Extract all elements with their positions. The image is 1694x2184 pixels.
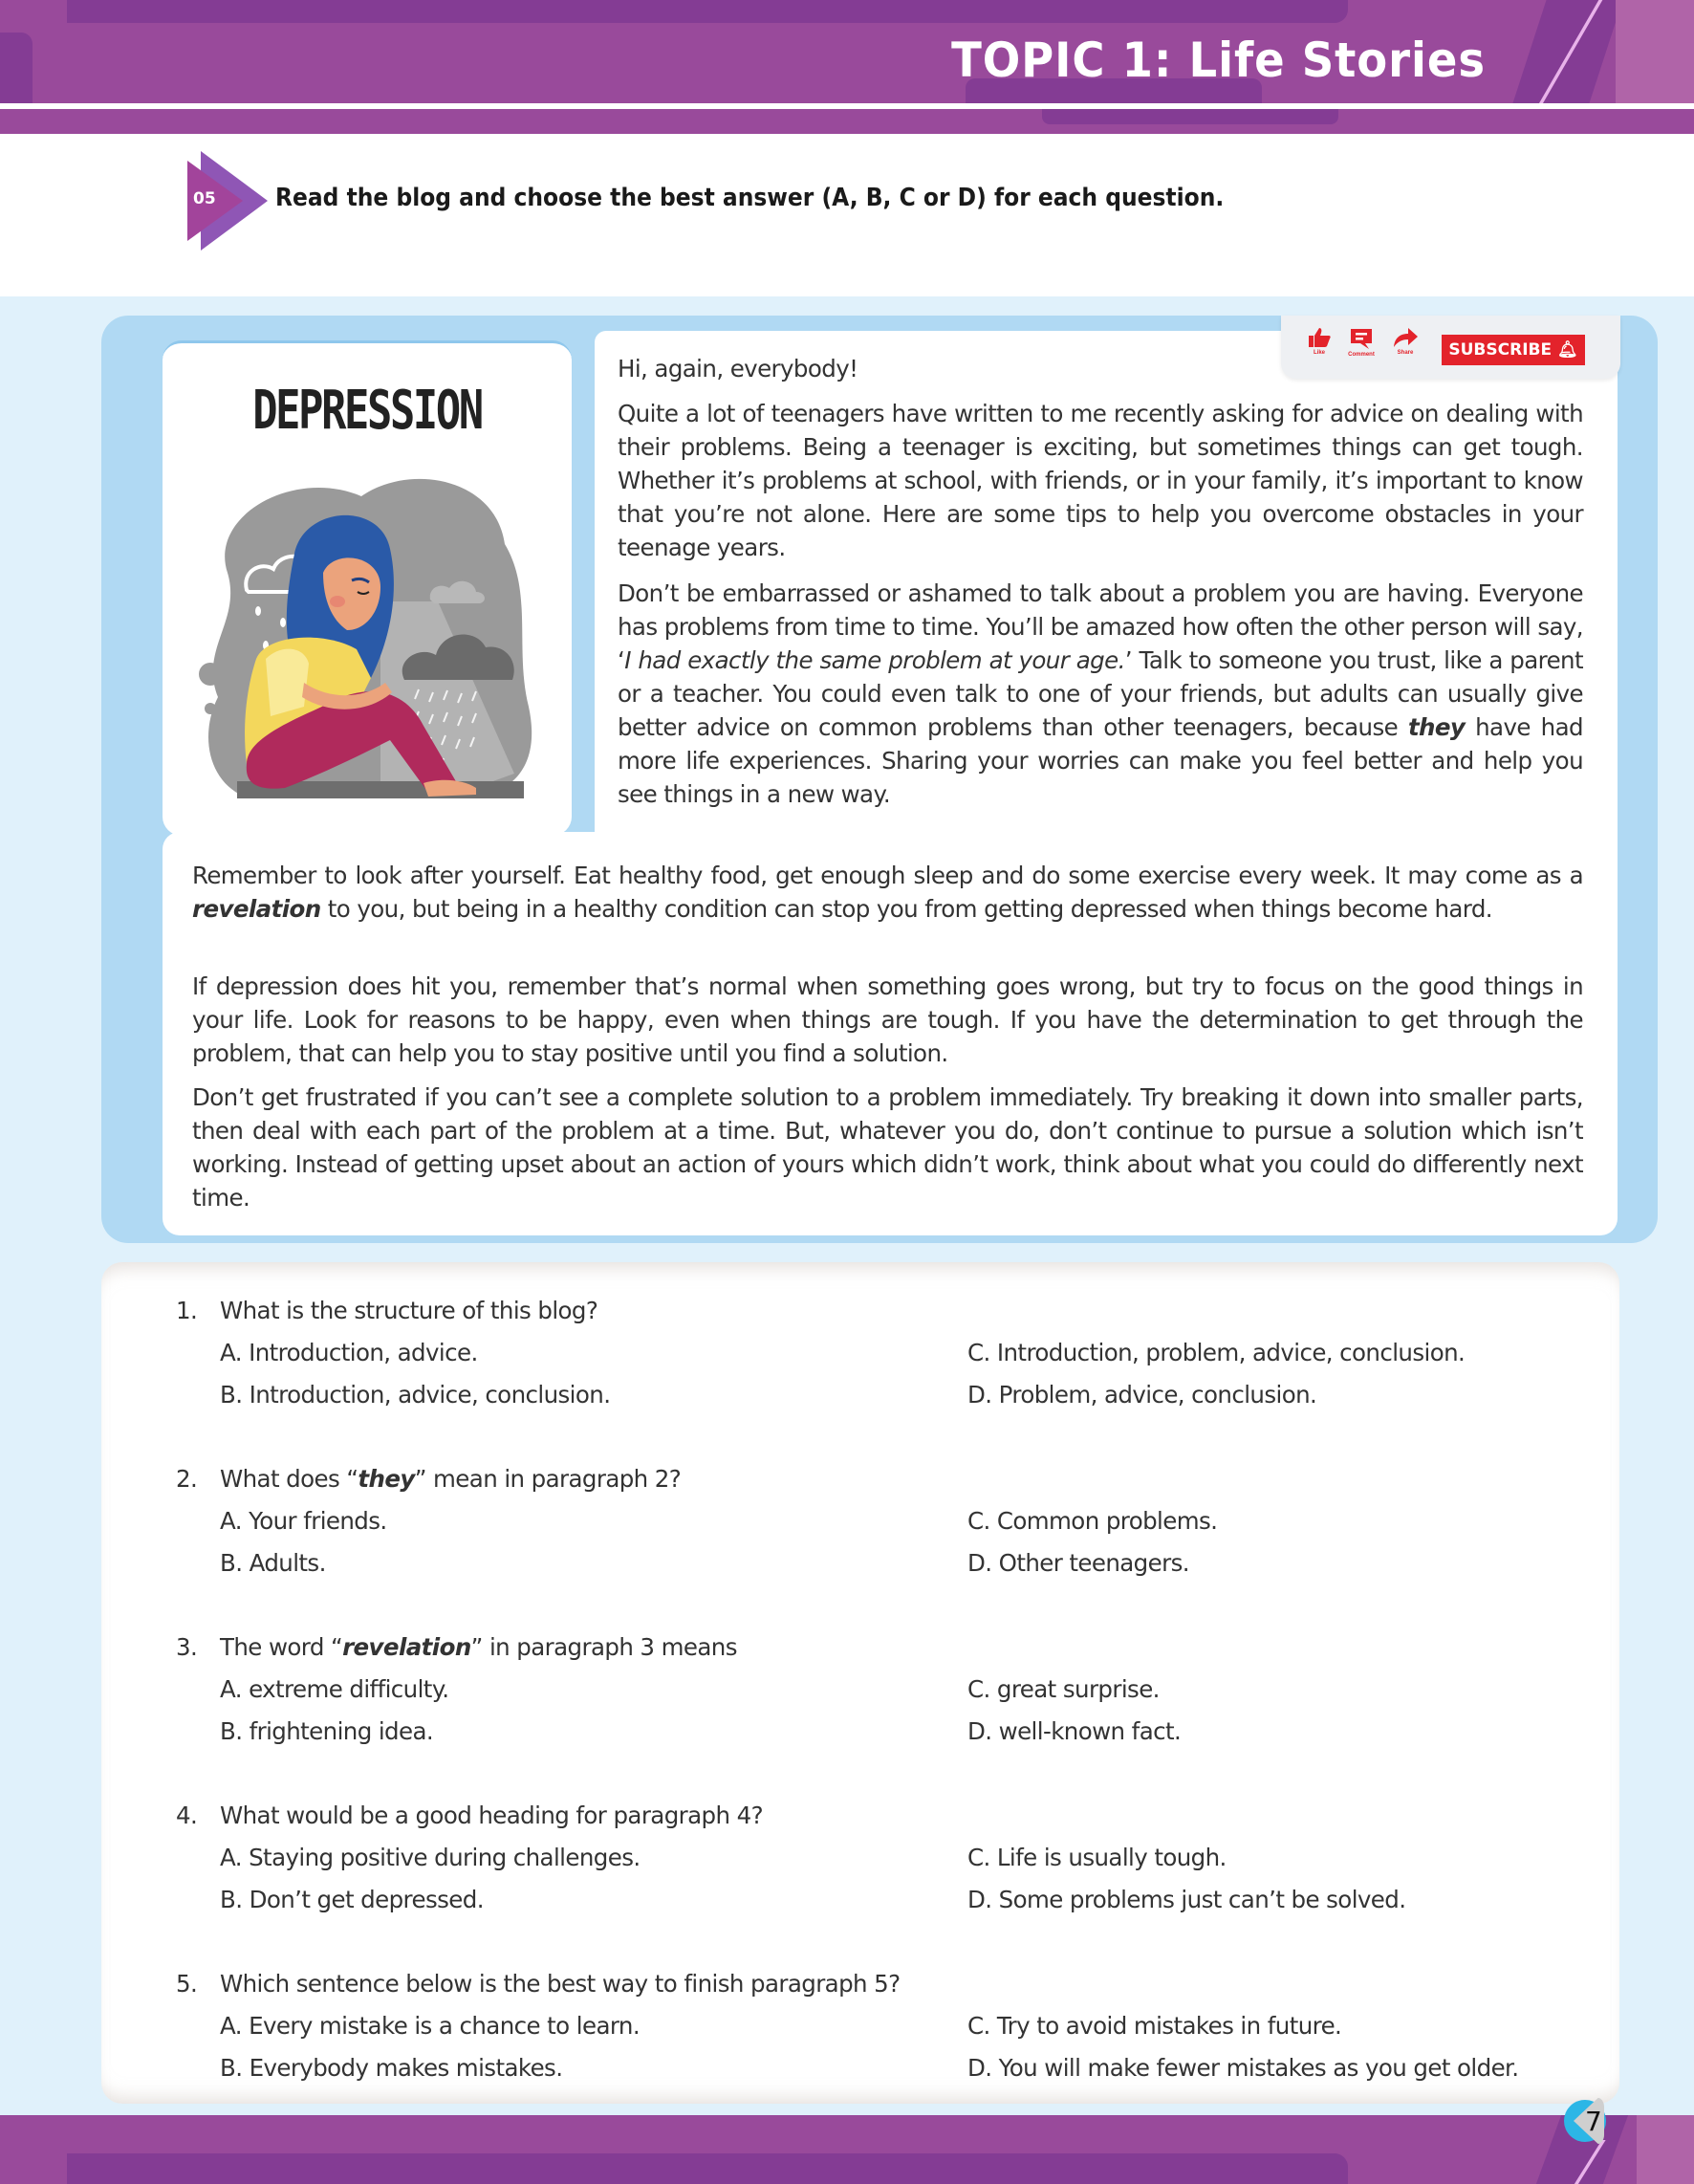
bell-icon: 🔔︎ [1557, 340, 1578, 360]
option-c[interactable]: C. Introduction, problem, advice, conclusion. [967, 1339, 1466, 1366]
like-label: Like [1313, 350, 1325, 356]
question-text: What would be a good heading for paragraph 4? [220, 1802, 764, 1829]
highlighted-word: revelation [192, 895, 321, 923]
header-decoration [1042, 109, 1338, 124]
thumbs-up-icon [1307, 327, 1332, 348]
question-text: The word “ [220, 1633, 343, 1661]
option-b[interactable]: B. Introduction, advice, conclusion. [220, 1381, 611, 1409]
option-d[interactable]: D. Some problems just can’t be solved. [967, 1886, 1406, 1913]
option-d[interactable]: D. well-known fact. [967, 1717, 1182, 1745]
question-text: Which sentence below is the best way to finish paragraph 5? [220, 1970, 901, 1998]
exercise-number-badge [187, 151, 273, 251]
paragraph-text: have had more life experiences. Sharing your worries can make you feel better and help you see things in a new way. [618, 713, 1583, 808]
header-decoration [67, 0, 1348, 23]
exercise-instruction [187, 151, 1526, 251]
page-number: 7 [1585, 2106, 1602, 2137]
option-a[interactable]: A. extreme difficulty. [220, 1675, 449, 1703]
page-number-badge [1564, 2100, 1610, 2146]
question-stem [176, 1465, 681, 1493]
topic-title: TOPIC 1: Life Stories [951, 33, 1486, 88]
question-stem [176, 1633, 737, 1661]
share-arrow-icon [1392, 327, 1419, 348]
question-number: 1. [176, 1297, 198, 1324]
option-c[interactable]: C. Try to avoid mistakes in future. [967, 2012, 1342, 2040]
question-text: ” mean in paragraph 2? [414, 1465, 682, 1493]
header-decoration [1616, 0, 1694, 103]
option-d[interactable]: D. Problem, advice, conclusion. [967, 1381, 1317, 1409]
blog-greeting: Hi, again, everybody! [618, 355, 858, 382]
option-b[interactable]: B. Adults. [220, 1549, 326, 1577]
comment-icon [1349, 327, 1374, 350]
question-stem [176, 1297, 597, 1324]
highlighted-word: they [358, 1465, 415, 1493]
highlighted-word: revelation [342, 1633, 471, 1661]
share-label: Share [1397, 350, 1414, 356]
blog-paragraph-2 [618, 577, 1583, 811]
question-number: 4. [176, 1802, 198, 1829]
option-b[interactable]: B. Don’t get depressed. [220, 1886, 484, 1913]
page-header [0, 0, 1694, 134]
blog-paragraph-5: Don’t get frustrated if you can’t see a complete solution to a problem immediately. Try breaking it down into smaller parts, then deal with each part of the problem at a time. But, whatever you do, don’t continue to pursue a solution which isn’t working. Instead of getting upset about an action of yours which didn’t work, think about what you could do differently next time. [192, 1083, 1583, 1212]
question-number: 5. [176, 1970, 198, 1998]
footer-decoration [67, 2153, 1348, 2184]
blog-paragraph-3 [192, 859, 1583, 926]
question-number: 3. [176, 1633, 198, 1661]
question-stem [176, 1802, 763, 1829]
option-a[interactable]: A. Staying positive during challenges. [220, 1844, 641, 1871]
header-decoration [0, 33, 33, 103]
paragraph-text: to you, but being in a healthy condition can stop you from getting depressed when things become hard. [320, 895, 1492, 923]
comment-label: Comment [1348, 352, 1375, 358]
paragraph-text: ’ Talk to someone you trust, like a parent or a teacher. You could even talk to one of your friends, but adults can usually give better advice on common problems than other teenagers, because [618, 646, 1583, 741]
paragraph-text: Remember to look after yourself. Eat healthy food, get enough sleep and do some exercise every week. It may come as a [192, 862, 1583, 889]
option-b[interactable]: B. frightening idea. [220, 1717, 434, 1745]
question-text: What is the structure of this blog? [220, 1297, 598, 1324]
option-c[interactable]: C. Life is usually tough. [967, 1844, 1227, 1871]
question-text: What does “ [220, 1465, 358, 1493]
quoted-speech: I had exactly the same problem at your age. [624, 646, 1125, 674]
option-c[interactable]: C. great surprise. [967, 1675, 1160, 1703]
header-sub-band [0, 109, 1694, 134]
question-stem [176, 1970, 901, 1998]
footer-decoration [1637, 2115, 1694, 2184]
option-a[interactable]: A. Every mistake is a chance to learn. [220, 2012, 641, 2040]
blog-paragraph-4: If depression does hit you, remember that’s normal when something goes wrong, but try to focus on the good things in your life. Look for reasons to be happy, even when things are tough. If you have the determination to get through the problem, that can help you to stay positive until you find a solution. [192, 972, 1583, 1067]
subscribe-label: SUBSCRIBE [1448, 340, 1553, 360]
option-a[interactable]: A. Introduction, advice. [220, 1339, 478, 1366]
blog-image-card [163, 340, 572, 836]
option-c[interactable]: C. Common problems. [967, 1507, 1218, 1535]
option-d[interactable]: D. You will make fewer mistakes as you get older. [967, 2054, 1519, 2082]
highlighted-word: they [1407, 713, 1466, 741]
instruction-text: Read the blog and choose the best answer (A, B, C or D) for each question. [275, 184, 1225, 212]
option-a[interactable]: A. Your friends. [220, 1507, 387, 1535]
question-number: 2. [176, 1465, 198, 1493]
sad-girl-rain-illustration-icon [189, 458, 543, 821]
question-text: ” in paragraph 3 means [470, 1633, 737, 1661]
blog-image-title: DEPRESSION [252, 380, 482, 442]
blog-paragraph-1: Quite a lot of teenagers have written to me recently asking for advice on dealing with their problems. Being a teenager is exciting, but sometimes things can get tough. Whether it’s problems at school, with friends, or in your family, it’s important to know that you’re not alone. Here are some tips to help you overcome obstacles in your teenage years. [618, 400, 1583, 561]
exercise-number: 05 [193, 189, 216, 208]
option-d[interactable]: D. Other teenagers. [967, 1549, 1189, 1577]
option-b[interactable]: B. Everybody makes mistakes. [220, 2054, 563, 2082]
paragraph-text: Don’t be embarrassed or ashamed to talk about a problem you are having. Everyone has problems from time to time. You’ll be amazed how often the other person will say, ‘ [618, 579, 1583, 674]
